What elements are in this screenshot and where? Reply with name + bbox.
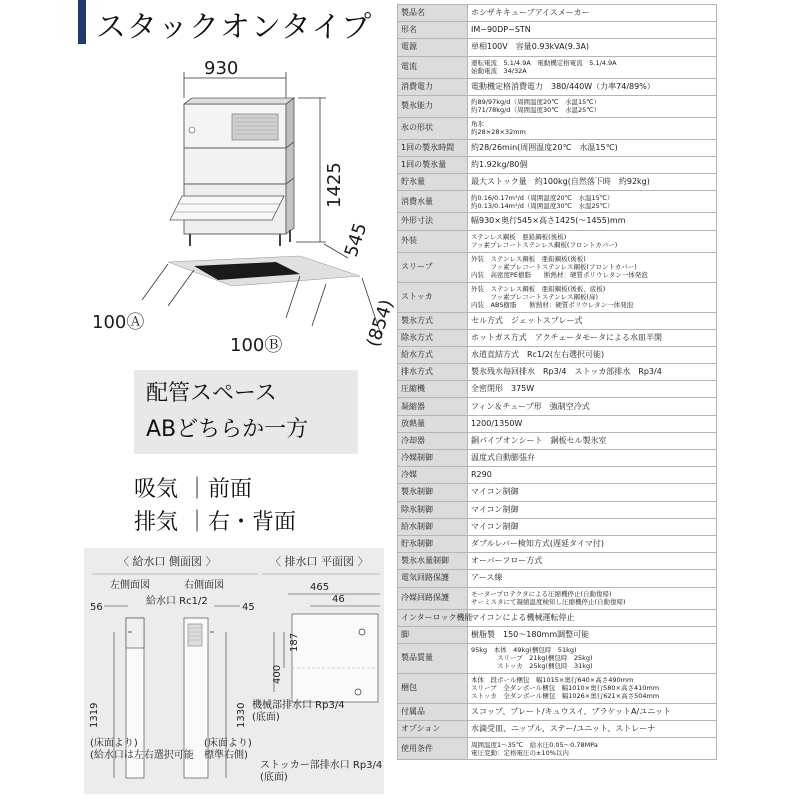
spec-value-line: 最大ストック量 約100kg(自然落下時 約92kg) [471, 177, 650, 187]
dim-1319: 1319 [89, 702, 100, 728]
side-note-right-1: (床面より) [204, 738, 252, 749]
spec-value [468, 139, 717, 156]
spec-label: 使用条件 [398, 738, 468, 760]
spec-label: 電気回路保護 [398, 570, 468, 587]
spec-value [468, 467, 717, 484]
spec-value-line: スリーブ 全ダンボール梱包 幅1010×奥行580×高さ410mm [471, 684, 660, 693]
spec-row [398, 381, 717, 398]
spec-label: 氷の形状 [398, 117, 468, 139]
dim-depth-total: (854) [362, 297, 398, 350]
spec-value-line: 温度式自動膨張弁 [471, 453, 535, 463]
spec-value-line: オーバーフロー方式 [471, 556, 543, 566]
spec-row [398, 415, 717, 432]
spec-row [398, 22, 717, 39]
spec-value-line: R290 [471, 470, 492, 480]
spec-table [397, 4, 717, 760]
spec-value [468, 191, 717, 213]
machine-drawing [86, 48, 398, 363]
spec-value [468, 721, 717, 738]
side-note-left-1: (床面より) [90, 738, 138, 749]
spec-value-line: 約28/26min(周囲温度20℃ 水温15℃) [471, 142, 618, 152]
spec-label: ストッカ [398, 282, 468, 312]
spec-value-line: 外装 ステンレス鋼板 亜鉛鋼板(後板) [471, 254, 586, 263]
spec-value-line: 95kg 本体 49kg(梱包時 51kg) [471, 646, 577, 655]
spec-row [398, 587, 717, 609]
spec-label: 電流 [398, 56, 468, 78]
spec-value [468, 39, 717, 56]
dim-56: 56 [90, 602, 103, 613]
spec-label: オプション [398, 721, 468, 738]
spec-label: 冷媒 [398, 467, 468, 484]
spec-value [468, 282, 717, 312]
spec-value-line: フィン＆チューブ形 強制空冷式 [471, 401, 590, 411]
spec-row [398, 484, 717, 501]
spec-label: 冷媒制御 [398, 450, 468, 467]
spec-value-line: 角氷 [471, 120, 484, 129]
spec-value-line: 約28×28×32mm [471, 128, 526, 137]
spec-row [398, 346, 717, 363]
spec-value-line: マイコン制御 [471, 504, 519, 514]
spec-label: 貯氷制御 [398, 535, 468, 552]
spec-value [468, 450, 717, 467]
spec-value-line: フッ素プレコートステンレス鋼板(フロントカバー) [471, 241, 618, 249]
spec-label: スリーブ [398, 252, 468, 282]
spec-label: 冷却器 [398, 432, 468, 449]
spec-value-line: サーミスタにて凝縮温度検知し圧縮機停止(自動復帰) [471, 598, 626, 606]
spec-value [468, 5, 717, 22]
spec-value-line: ホットガス方式 アクチェータモータによる水皿半開 [471, 332, 662, 342]
spec-value-line: 運転電流 5.1/4.9A 電動機定格電流 5.1/4.9A [471, 58, 617, 67]
spec-value-line: マイコン制御 [471, 487, 519, 497]
spec-label: 除氷制御 [398, 501, 468, 518]
spec-row [398, 643, 717, 673]
spec-table-body [398, 5, 717, 760]
spec-value [468, 415, 717, 432]
spec-label: 外装 [398, 230, 468, 252]
side-note-left-2: (給水口は左右選択可能 [90, 750, 194, 761]
intake-label: 吸気 [134, 477, 179, 502]
spec-label: 脚 [398, 626, 468, 643]
spec-value [468, 312, 717, 329]
dim-width: 930 [204, 58, 239, 79]
spec-label: 貯氷量 [398, 174, 468, 191]
spec-label: 梱包 [398, 673, 468, 703]
spec-row [398, 703, 717, 720]
intake-divider: ｜ [186, 477, 209, 502]
spec-value [468, 156, 717, 173]
spec-value-line: アース線 [471, 573, 503, 583]
side-diagram-title: 〈 給水口 側面図 〉 [118, 555, 217, 568]
exhaust-value: 右・背面 [208, 510, 297, 535]
page-title: スタックオンタイプ [96, 10, 373, 45]
spec-row [398, 518, 717, 535]
spec-value-line: ステンレス鋼板 亜鉛鋼板(後板) [471, 232, 567, 241]
spec-value-line: モータープロテクタによる圧縮機停止(自動復帰) [471, 589, 612, 598]
dim-400: 400 [272, 664, 283, 684]
spec-label: 付属品 [398, 703, 468, 720]
spec-value-line: 水滴受皿、ニップル、ステー/ユニット、ストレーナ [471, 724, 656, 734]
spec-value-line: ストッカ 25kg(梱包時 31kg) [471, 662, 593, 671]
title-accent-bar [78, 0, 86, 44]
inlet-label: 給水口 Rc1/2 [146, 596, 208, 607]
spec-row [398, 230, 717, 252]
spec-value [468, 673, 717, 703]
spec-value-line: 約1.92kg/80個 [471, 160, 528, 170]
spec-row [398, 312, 717, 329]
spec-value [468, 95, 717, 117]
intake-value: 前面 [208, 477, 253, 502]
piping-space-label: 配管スペース [146, 381, 277, 406]
spec-row [398, 364, 717, 381]
spec-value-line: 本体 段ボール梱包 幅1015×奥行640×高さ490mm [471, 676, 634, 685]
spec-label: 1回の製氷量 [398, 156, 468, 173]
spec-value-line: 内装 高密度PE樹脂 断熱材：硬質ポリウレタン一体発泡 [471, 271, 648, 280]
spec-value-line: ダブルレバー検知方式(遅延タイマ付) [471, 539, 605, 549]
stocker-drain-sub: (底面) [260, 772, 288, 783]
spec-value-line: 内装 ABS樹脂 断熱材：硬質ポリウレタン一体発泡 [471, 301, 634, 310]
spec-value [468, 432, 717, 449]
spec-value-line: 1200/1350W [471, 418, 523, 428]
spec-value [468, 252, 717, 282]
spec-value-line: フッ素プレコートステンレス鋼板(扉) [471, 292, 598, 301]
spec-label: 製氷制御 [398, 484, 468, 501]
installation-diagrams [84, 568, 384, 794]
dim-187: 187 [289, 632, 300, 652]
dim-depth: 545 [340, 220, 372, 260]
spec-value [468, 738, 717, 760]
spec-value-line: セル方式 ジェットスプレー式 [471, 315, 583, 325]
spec-row [398, 673, 717, 703]
spec-row [398, 501, 717, 518]
spec-row [398, 39, 717, 56]
spec-label: 圧縮機 [398, 381, 468, 398]
spec-row [398, 213, 717, 230]
spec-row [398, 721, 717, 738]
spec-value [468, 501, 717, 518]
spec-value-line: 始動電流 34/32A [471, 67, 527, 76]
spec-label: 給水制御 [398, 518, 468, 535]
spec-row [398, 535, 717, 552]
spec-value [468, 230, 717, 252]
spec-value [468, 484, 717, 501]
stocker-drain-label: ストッカー部排水口 Rp3/4 [260, 760, 383, 771]
spec-value-line: マイコン制御 [471, 521, 519, 531]
spec-label: 給水方式 [398, 346, 468, 363]
spec-label: 外形寸法 [398, 213, 468, 230]
spec-value [468, 398, 717, 415]
spec-row [398, 570, 717, 587]
left-view-label: 左側面図 [110, 580, 150, 591]
spec-row [398, 609, 717, 626]
spec-row [398, 56, 717, 78]
spec-value [468, 78, 717, 95]
machine-drain-sub: (底面) [252, 712, 280, 723]
spec-value-line: 単相100V 容量0.93kVA(9.3A) [471, 42, 590, 52]
spec-row [398, 5, 717, 22]
spec-row [398, 282, 717, 312]
spec-value-line: 外装 ステンレス鋼板 亜鉛鋼板(後板、底板) [471, 284, 606, 293]
spec-label: 製氷能力 [398, 95, 468, 117]
spec-value-line: 樹脂製 150〜180mm調整可能 [471, 629, 590, 639]
spec-row [398, 139, 717, 156]
spec-value-line: 水道直結方式 Rc1/2(左右選択可能) [471, 349, 605, 359]
spec-value-line: マイコンによる機械運転停止 [471, 612, 575, 622]
dim-45: 45 [242, 602, 255, 613]
spec-value [468, 174, 717, 191]
side-note-right-2: 標準右側) [204, 750, 248, 761]
spec-row [398, 626, 717, 643]
right-view-label: 右側面図 [184, 580, 224, 591]
spec-value [468, 553, 717, 570]
spec-value [468, 329, 717, 346]
spec-label: 1回の製氷時間 [398, 139, 468, 156]
exhaust-label: 排気 [134, 510, 179, 535]
spec-value-line: 約89/97kg/d（周囲温度20℃ 水温15℃） [471, 98, 601, 107]
spec-value [468, 117, 717, 139]
spec-value-line: 幅930×奥行545×高さ1425(〜1455)mm [471, 216, 626, 226]
dim-46: 46 [332, 594, 345, 605]
dim-465: 465 [310, 582, 330, 593]
dim-space-a: 100Ⓐ [92, 312, 145, 333]
spec-value [468, 570, 717, 587]
spec-value-line: スコップ、プレート/キュウスイ、ブラケットA/ユニット [471, 706, 671, 716]
spec-value-line: 銅パイプオンシート 銅板セル製氷室 [471, 435, 607, 445]
dim-1330: 1330 [236, 702, 247, 728]
spec-value [468, 22, 717, 39]
spec-value-line: 約0.16/0.17m³/d（周囲温度20℃ 水温15℃） [471, 193, 614, 202]
spec-label: 消費水量 [398, 191, 468, 213]
spec-row [398, 450, 717, 467]
spec-row [398, 174, 717, 191]
spec-value [468, 587, 717, 609]
spec-value-line: IM−90DP−STN [471, 25, 531, 35]
spec-value [468, 381, 717, 398]
spec-value-line: 約71/78kg/d（周囲温度30℃ 水温25℃） [471, 106, 601, 115]
spec-label: 放熱量 [398, 415, 468, 432]
spec-label: 形名 [398, 22, 468, 39]
piping-space-note: ABどちらか一方 [146, 417, 309, 442]
spec-value [468, 626, 717, 643]
spec-row [398, 398, 717, 415]
spec-row [398, 329, 717, 346]
spec-value-line: 約0.13/0.14m³/d（周囲温度30℃ 水温25℃） [471, 201, 614, 210]
spec-label: 製氷水量制御 [398, 553, 468, 570]
spec-row [398, 117, 717, 139]
spec-row [398, 191, 717, 213]
spec-value-line: ホシザキキューブアイスメーカー [471, 8, 590, 18]
spec-value [468, 518, 717, 535]
spec-row [398, 738, 717, 760]
spec-label: 排水方式 [398, 364, 468, 381]
spec-row [398, 432, 717, 449]
spec-value [468, 364, 717, 381]
spec-value [468, 213, 717, 230]
spec-value [468, 56, 717, 78]
spec-row [398, 78, 717, 95]
spec-row [398, 252, 717, 282]
exhaust-divider: ｜ [186, 510, 209, 535]
spec-label: 消費電力 [398, 78, 468, 95]
spec-value-line: ストッカ 全ダンボール梱包 幅1026×奥行621×高さ504mm [471, 692, 660, 701]
spec-value-line: 電圧変動：定格電圧の±10%以内 [471, 748, 569, 757]
spec-label: 製品質量 [398, 643, 468, 673]
spec-label: 製氷方式 [398, 312, 468, 329]
spec-value [468, 703, 717, 720]
spec-value-line: フッ素プレコートステンレス鋼板(フロントカバー) [471, 262, 637, 271]
spec-label: 製品名 [398, 5, 468, 22]
spec-value-line: 周囲温度1〜35℃ 給水圧0.05〜0.78MPa [471, 740, 598, 749]
spec-label: インターロック機能 [398, 609, 468, 626]
spec-value [468, 535, 717, 552]
dim-space-b: 100Ⓑ [230, 335, 283, 356]
drain-diagram-title: 〈 排水口 平面図 〉 [270, 555, 369, 568]
spec-value-line: スリーブ 21kg(梱包時 25kg) [471, 654, 593, 663]
spec-label: 凝縮器 [398, 398, 468, 415]
spec-value-line: 製氷残水毎回排水 Rp3/4 ストッカ部排水 Rp3/4 [471, 367, 662, 377]
spec-value-line: 電動機定格消費電力 380/440W（力率74/89%） [471, 81, 655, 91]
spec-value [468, 346, 717, 363]
spec-row [398, 156, 717, 173]
spec-value [468, 609, 717, 626]
machine-drain-label: 機械部排水口 Rp3/4 [252, 700, 345, 711]
spec-row [398, 553, 717, 570]
spec-row [398, 467, 717, 484]
dim-height: 1425 [324, 162, 345, 208]
spec-label: 冷媒回路保護 [398, 587, 468, 609]
spec-value-line: 全密閉形 375W [471, 384, 535, 394]
spec-value [468, 643, 717, 673]
spec-row [398, 95, 717, 117]
spec-label: 除氷方式 [398, 329, 468, 346]
spec-label: 電源 [398, 39, 468, 56]
